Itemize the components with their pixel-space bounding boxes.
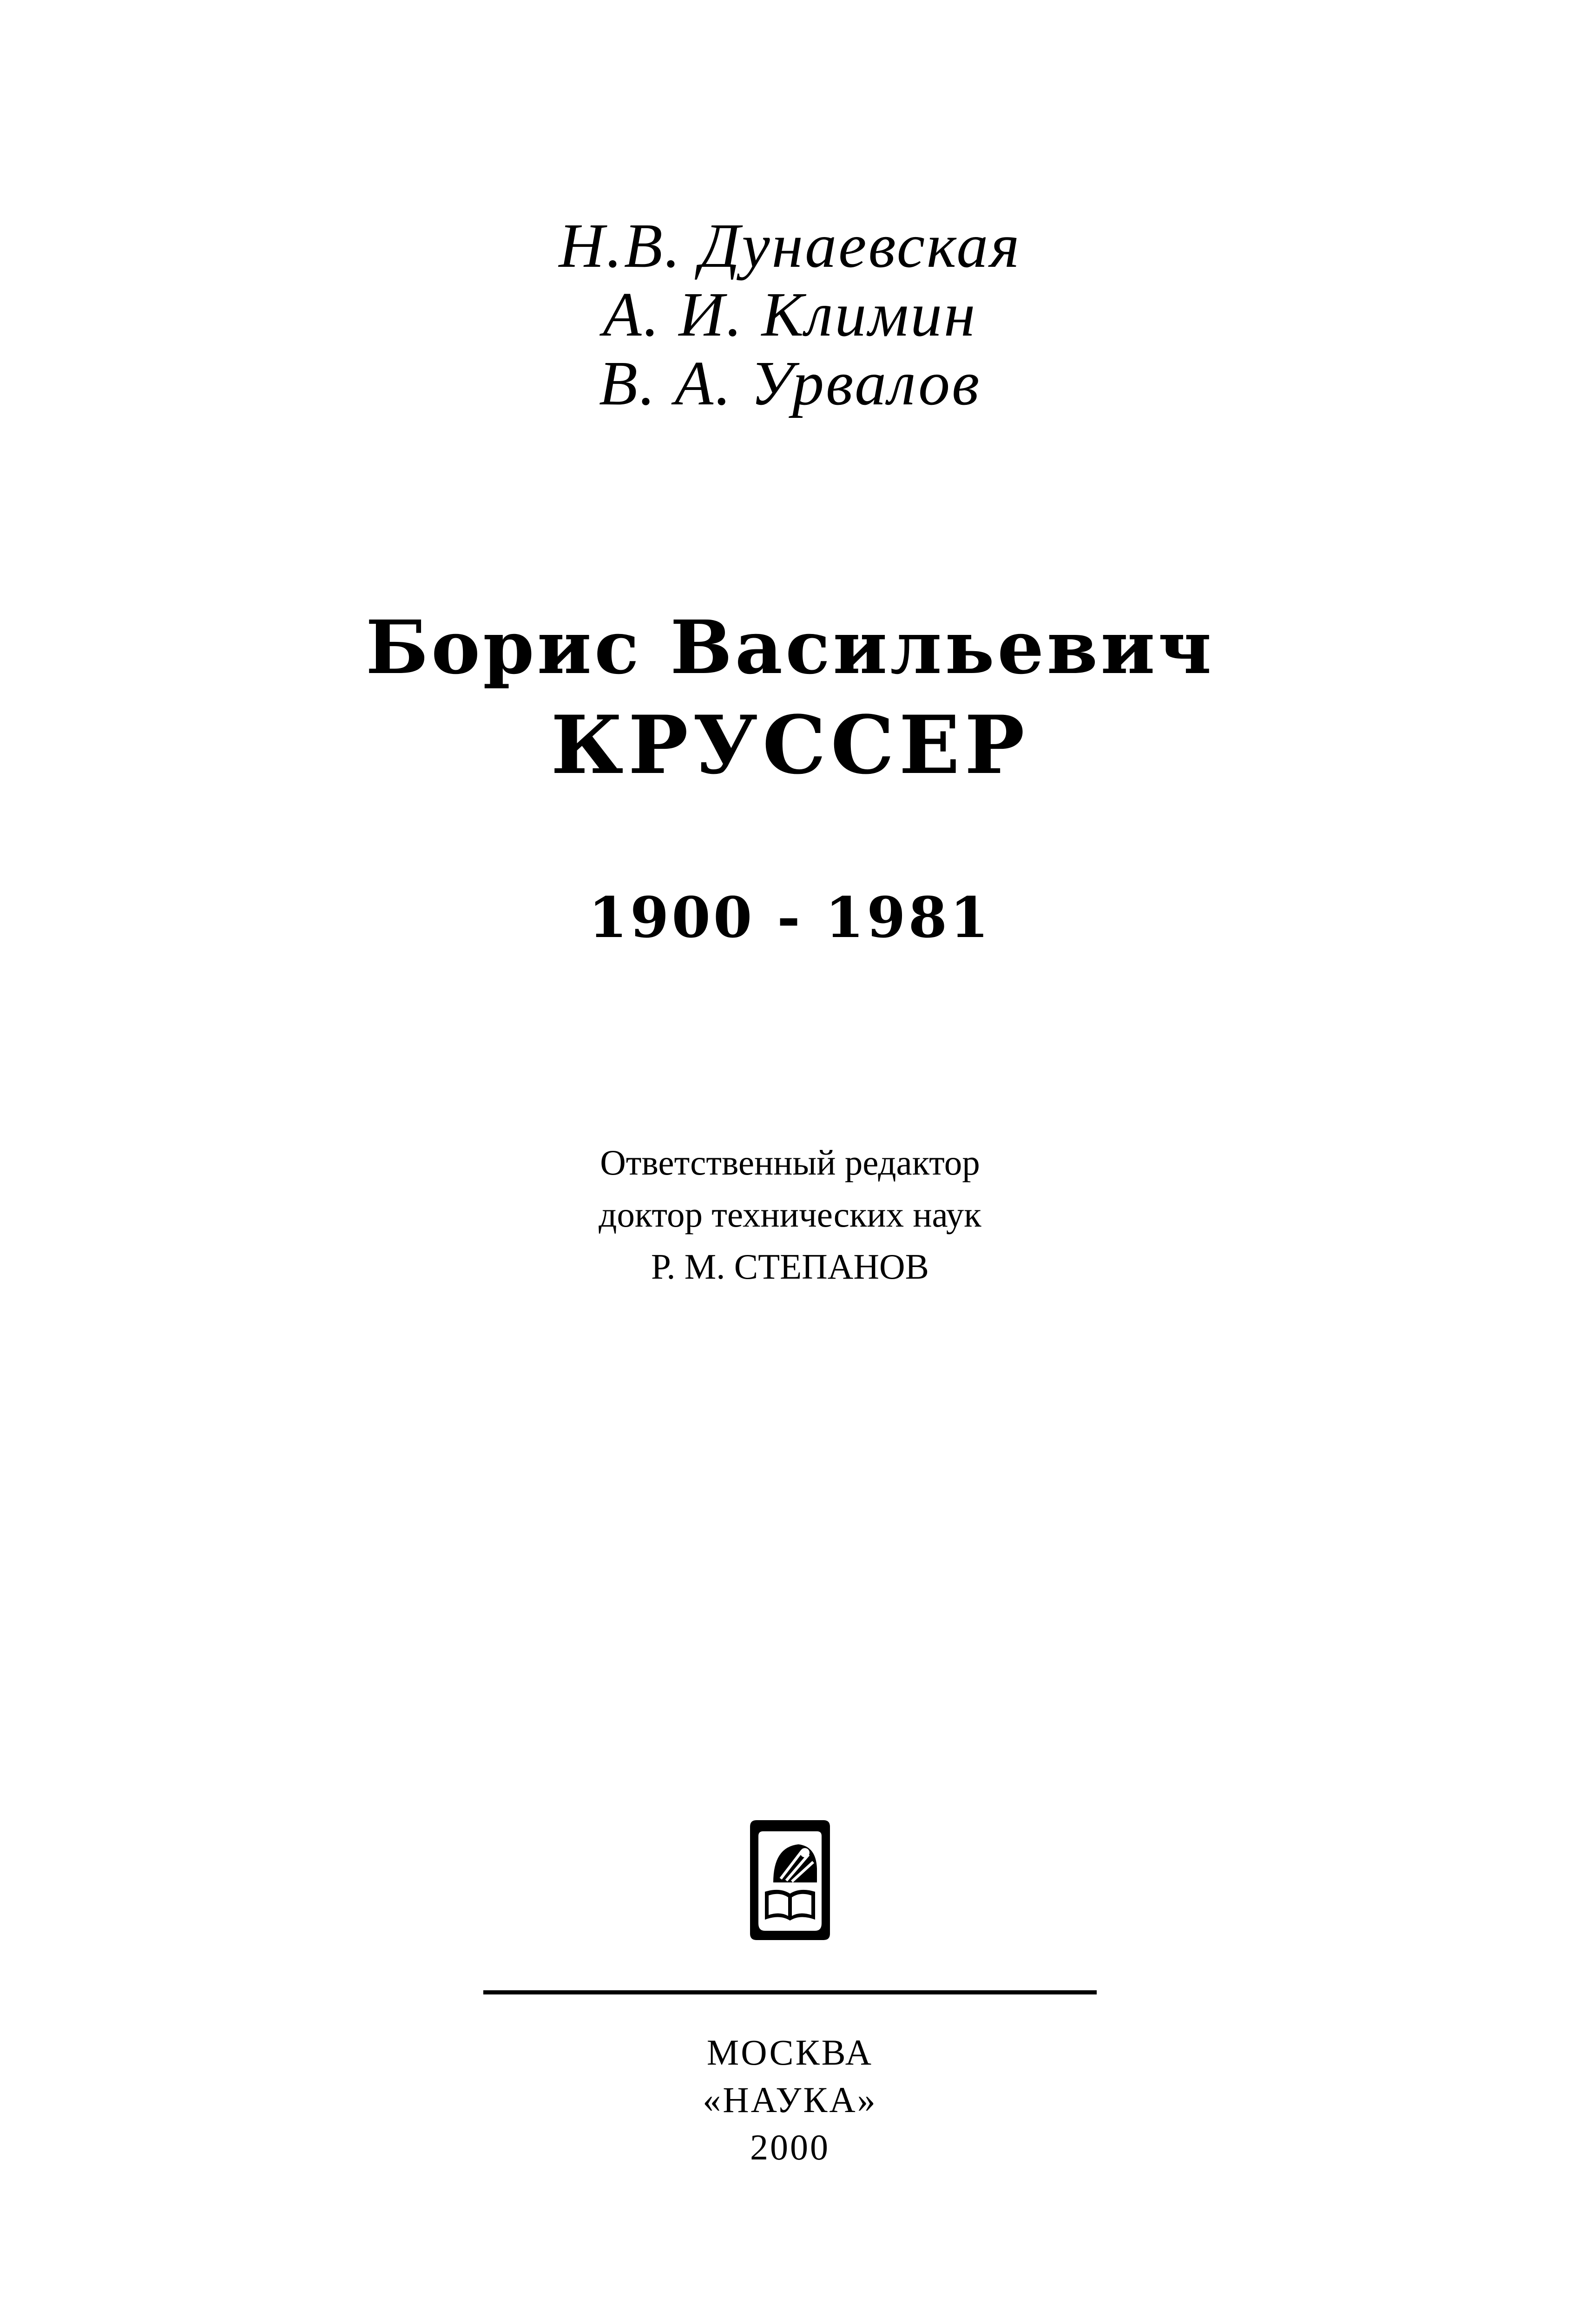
publisher-logo-icon xyxy=(747,1817,833,1943)
editor-name: Р. М. СТЕПАНОВ xyxy=(651,1247,929,1287)
author-name: А. И. Климин xyxy=(603,280,977,350)
imprint-publisher: «НАУКА» xyxy=(703,2080,877,2120)
imprint-block xyxy=(0,2029,1580,2171)
title-first-name-patronymic: Борис Васильевич xyxy=(365,605,1215,691)
imprint-city: МОСКВА xyxy=(706,2032,874,2073)
title-surname: КРУССЕР xyxy=(551,698,1029,792)
editor-block xyxy=(0,1136,1580,1293)
life-years: 1900 - 1981 xyxy=(588,885,992,951)
book-title xyxy=(0,607,1580,792)
imprint-year: 2000 xyxy=(750,2127,830,2167)
authors-block xyxy=(0,211,1580,418)
author-name: В. А. Урвалов xyxy=(599,349,981,418)
editor-degree: доктор технических наук xyxy=(599,1195,981,1235)
author-name: Н.В. Дунаевская xyxy=(559,211,1021,281)
horizontal-rule xyxy=(483,1990,1097,1994)
editor-role: Ответственный редактор xyxy=(600,1142,980,1182)
